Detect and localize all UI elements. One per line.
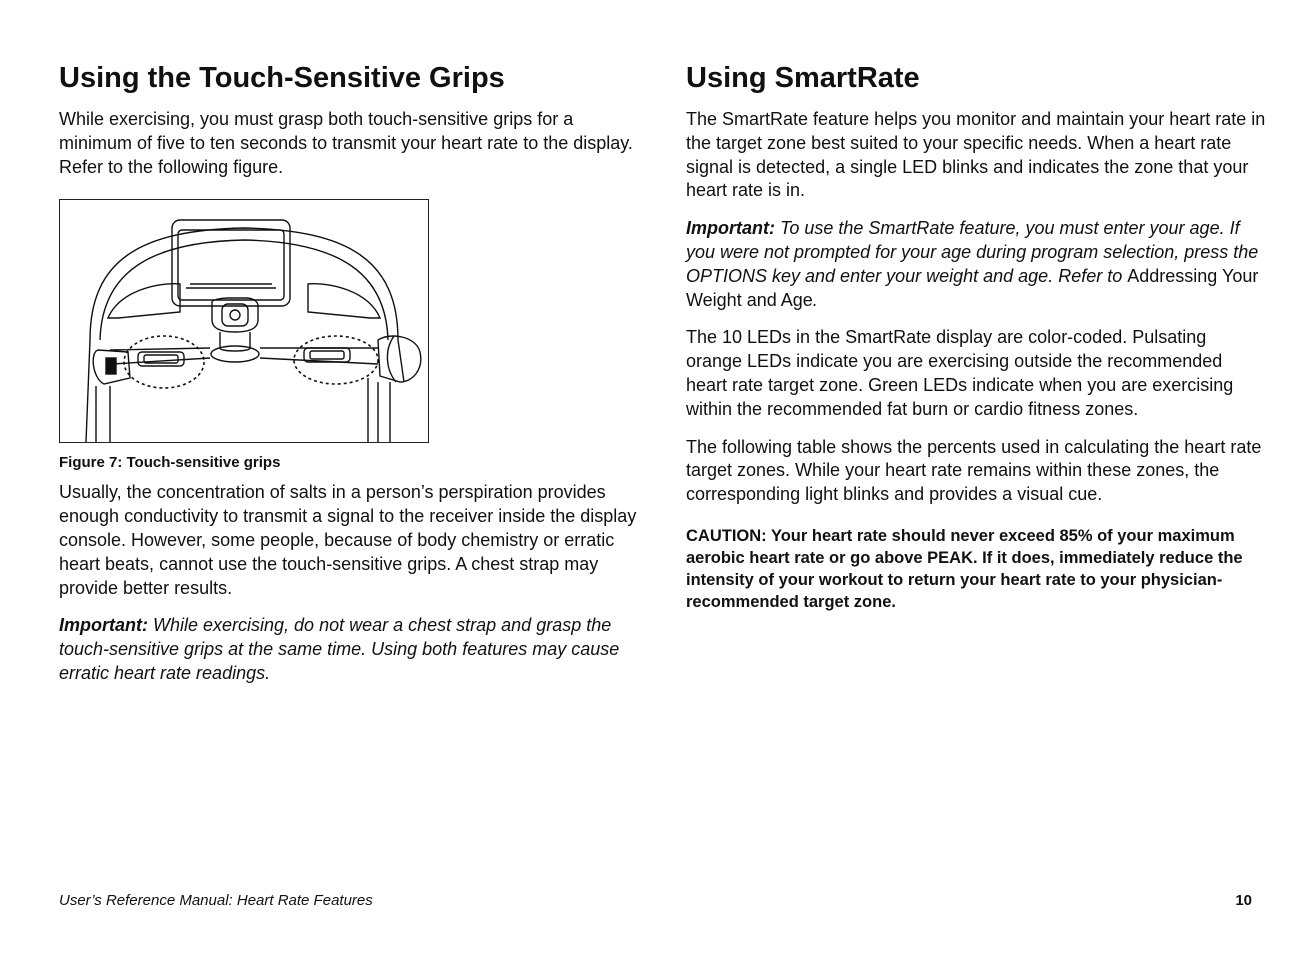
footer-title: User’s Reference Manual: Heart Rate Features [59,892,373,909]
touch-grips-figure [59,199,429,443]
smartrate-intro: The SmartRate feature helps you monitor and maintain your heart rate in the target zone best suited to your specific needs. When a heart rate signal is detected, a single LED blinks and indicates the zone that your heart rate is in. [686,109,1266,201]
important-text: While exercising, do not wear a chest strap and grasp the touch-sensitive grips at the same time. Using both features may cause erratic heart rate readings. [59,615,620,683]
treadmill-console-illustration [60,200,428,442]
touch-grips-intro: While exercising, you must grasp both touch-sensitive grips for a minimum of five to ten seconds to transmit your heart rate to the display. Refer to the following figure. [59,109,633,177]
important-label: Important: [59,615,148,636]
touch-grips-important [59,614,639,685]
figure-caption: Figure 7: Touch-sensitive grips [59,454,281,472]
caution-note: CAUTION: Your heart rate should never exceed 85% of your maximum aerobic heart rate or go above PEAK. If it does, immediately reduce the intensity of your workout to return your heart rate to your physician-recommended target zone. [686,526,1243,611]
important-label: Important: [686,218,775,239]
section-title-touch-grips: Using the Touch-Sensitive Grips [59,62,505,94]
right-column [686,60,1266,627]
important-end: . [812,289,818,310]
section-title-smartrate: Using SmartRate [686,62,920,94]
important-text: To use the SmartRate feature, you must enter your age. If you were not prompted for your age during program selection, press the OPTIONS key and enter your weight and age. Refer to [686,218,1259,286]
smartrate-important [686,217,1266,312]
smartrate-table-intro: The following table shows the percents used in calculating the heart rate target zones. While your heart rate remains within these zones, the corresponding light blinks and provides a visual cue. [686,436,1262,505]
touch-grips-body: Usually, the concentration of salts in a person’s perspiration provides enough conductivity to transmit a signal to the receiver inside the display console. However, some people, because of body chemistry or erratic heart beats, cannot use the touch-sensitive grips. A chest strap may provide better results. [59,482,637,598]
page-number: 10 [1235,892,1252,909]
left-column [59,60,639,700]
cross-reference-link[interactable]: Addressing Your Weight and Age [686,265,1259,310]
smartrate-leds: The 10 LEDs in the SmartRate display are color-coded. Pulsating orange LEDs indicate you are exercising outside the recommended heart rate target zone. Green LEDs indicate when you are exercising within the recommended fat burn or cardio fitness zones. [686,327,1234,419]
